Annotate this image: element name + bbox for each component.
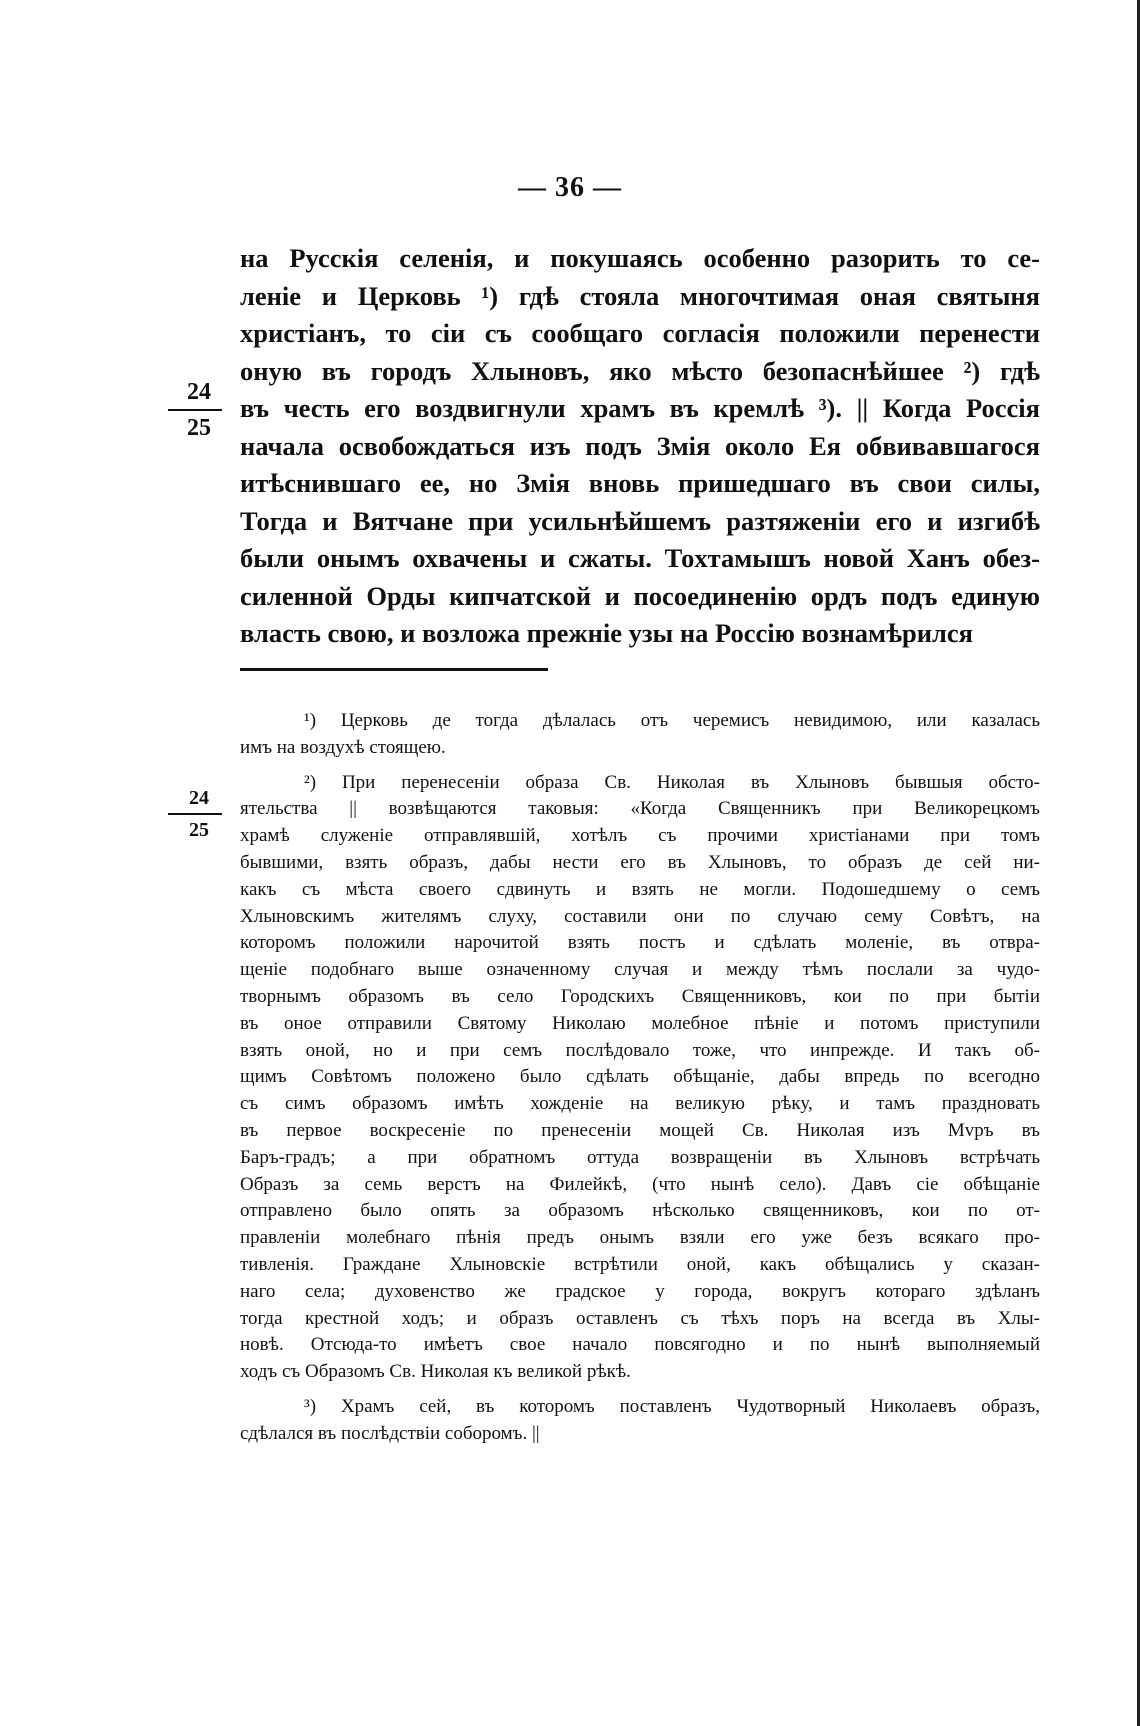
main-line: леніе и Церковь ¹) гдѣ стояла многочтимая оная святыня — [240, 280, 1040, 311]
margin-ref-top: 24 — [189, 787, 209, 809]
main-line: итѣснившаго ее, но Змія вновь пришедшаго въ свои силы, — [240, 468, 1040, 498]
footnote-line: въ первое воскресеніе по пренесеніи мощей Св. Николая изъ Мvръ въ — [240, 1119, 1040, 1141]
main-line: силенной Орды кипчатской и посоединенію ордъ подъ единую — [240, 580, 1040, 611]
page-number: — 36 — — [518, 172, 622, 203]
main-line: на Русскія селенія, и покушаясь особенно разорить то се- — [240, 243, 1040, 273]
footnote-line: ятельства || возвѣщаются таковыя: «Когда Священникъ при Великорецкомъ — [240, 798, 1040, 820]
footnote-line: отправлено было опять за образомъ нѣсколько священниковъ, кои по от- — [240, 1200, 1040, 1222]
footnote-2 — [240, 770, 1040, 1386]
main-line: Тогда и Вятчане при усильнѣйшемъ разтяженіи его и изгибѣ — [240, 505, 1040, 536]
main-line: оную въ городъ Хлыновъ, яко мѣсто безопаснѣйшее ²) гдѣ — [240, 355, 1040, 386]
footnote-line: взять оной, но и при семъ послѣдовало тоже, что инпрежде. И такъ об- — [240, 1039, 1040, 1061]
footnote-line: съ симъ образомъ имѣть хожденіе на великую рѣку, и тамъ праздновать — [240, 1093, 1040, 1115]
footnote-line: ³) Храмъ сей, въ которомъ поставленъ Чудотворный Николаевъ образъ, — [304, 1395, 1040, 1417]
footnotes — [240, 708, 1040, 1456]
footnote-line: храмѣ служеніе отправлявшій, хотѣлъ съ прочими христіанами при томъ — [240, 825, 1040, 847]
footnote-line: тивленія. Граждане Хлыновскіе встрѣтили оной, какъ обѣщались у сказан- — [240, 1253, 1040, 1275]
footnote-line: бывшими, взять образъ, дабы нести его въ Хлыновъ, то образъ де сей ни- — [240, 851, 1040, 873]
margin-page-ref-main — [174, 378, 224, 442]
main-line: власть свою, и возложа прежніе узы на Россію вознамѣрился — [240, 618, 973, 648]
footnote-line: щимъ Совѣтомъ положено было сдѣлать обѣщаніе, дабы впредь по всегодно — [240, 1066, 1040, 1088]
margin-ref-bottom: 25 — [189, 819, 209, 841]
footnote-line: новѣ. Отсюда-то имѣетъ свое начало повсягодно и по нынѣ выполняемый — [240, 1334, 1040, 1356]
footnote-1 — [240, 708, 1040, 762]
footnote-line: правленіи молебнаго пѣнія предъ онымъ взяли его уже безъ всякаго про- — [240, 1227, 1040, 1249]
margin-ref-rule — [168, 409, 222, 411]
footnote-line: Баръ-градъ; а при обратномъ оттуда возвращеніи въ Хлыновъ встрѣчать — [240, 1146, 1040, 1168]
footnote-line: какъ съ мѣста своего сдвинуть и взять не могли. Подошедшему о семъ — [240, 878, 1040, 900]
footnote-line: въ оное отправили Святому Николаю молебное пѣніе и потомъ приступили — [240, 1012, 1040, 1034]
footnote-line: ²) При перенесеніи образа Св. Николая въ Хлыновъ бывшыя обсто- — [304, 771, 1040, 793]
footnote-line: наго села; духовенство же градское у города, вокругъ котораго здѣланъ — [240, 1280, 1040, 1302]
margin-ref-rule — [168, 813, 222, 815]
footnote-separator — [240, 668, 548, 671]
margin-ref-top: 24 — [187, 379, 211, 405]
footnote-line: творнымъ образомъ въ село Городскихъ Священниковъ, кои по при бытіи — [240, 985, 1040, 1007]
footnote-line: которомъ положили нарочитой взять постъ и сдѣлать моленіе, въ отвра- — [240, 932, 1040, 954]
margin-ref-bottom: 25 — [187, 415, 211, 441]
main-line: христіанъ, то сіи съ сообщаго согласія положили перенести — [240, 318, 1040, 348]
footnote-line: Образъ за семь верстъ на Филейкѣ, (что нынѣ село). Давъ сіе обѣщаніе — [240, 1173, 1040, 1195]
footnote-line: ходъ съ Образомъ Св. Николая къ великой рѣкѣ. — [240, 1361, 631, 1383]
footnote-line: ¹) Церковь де тогда дѣлалась отъ черемисъ невидимою, или казалась — [304, 710, 1040, 731]
footnote-3 — [240, 1394, 1040, 1448]
main-line: были онымъ охвачены и сжаты. Тоxтамышъ новой Ханъ обез- — [240, 543, 1040, 573]
footnote-line: имъ на воздухѣ стоящею. — [240, 736, 446, 758]
footnote-line: Хлыновскимъ жителямъ слуху, составили они по случаю сему Совѣтъ, на — [240, 905, 1040, 927]
main-line: начала освобождаться изъ подъ Змія около Ея обвивавшагося — [240, 430, 1040, 461]
main-text — [240, 240, 1040, 653]
footnote-line: щеніе подобнаго выше означенному случая и между тѣмъ послали за чудо- — [240, 959, 1040, 981]
footnote-line: сдѣлался въ послѣдствіи соборомъ. || — [240, 1422, 540, 1444]
footnote-line: тогда крестной ходъ; и образъ оставленъ съ тѣхъ поръ на всегда въ Хлы- — [240, 1307, 1040, 1329]
main-line: въ честь его воздвигнули храмъ въ кремлѣ ³). || Когда Россія — [240, 393, 1040, 423]
margin-page-ref-footnote — [174, 786, 224, 842]
